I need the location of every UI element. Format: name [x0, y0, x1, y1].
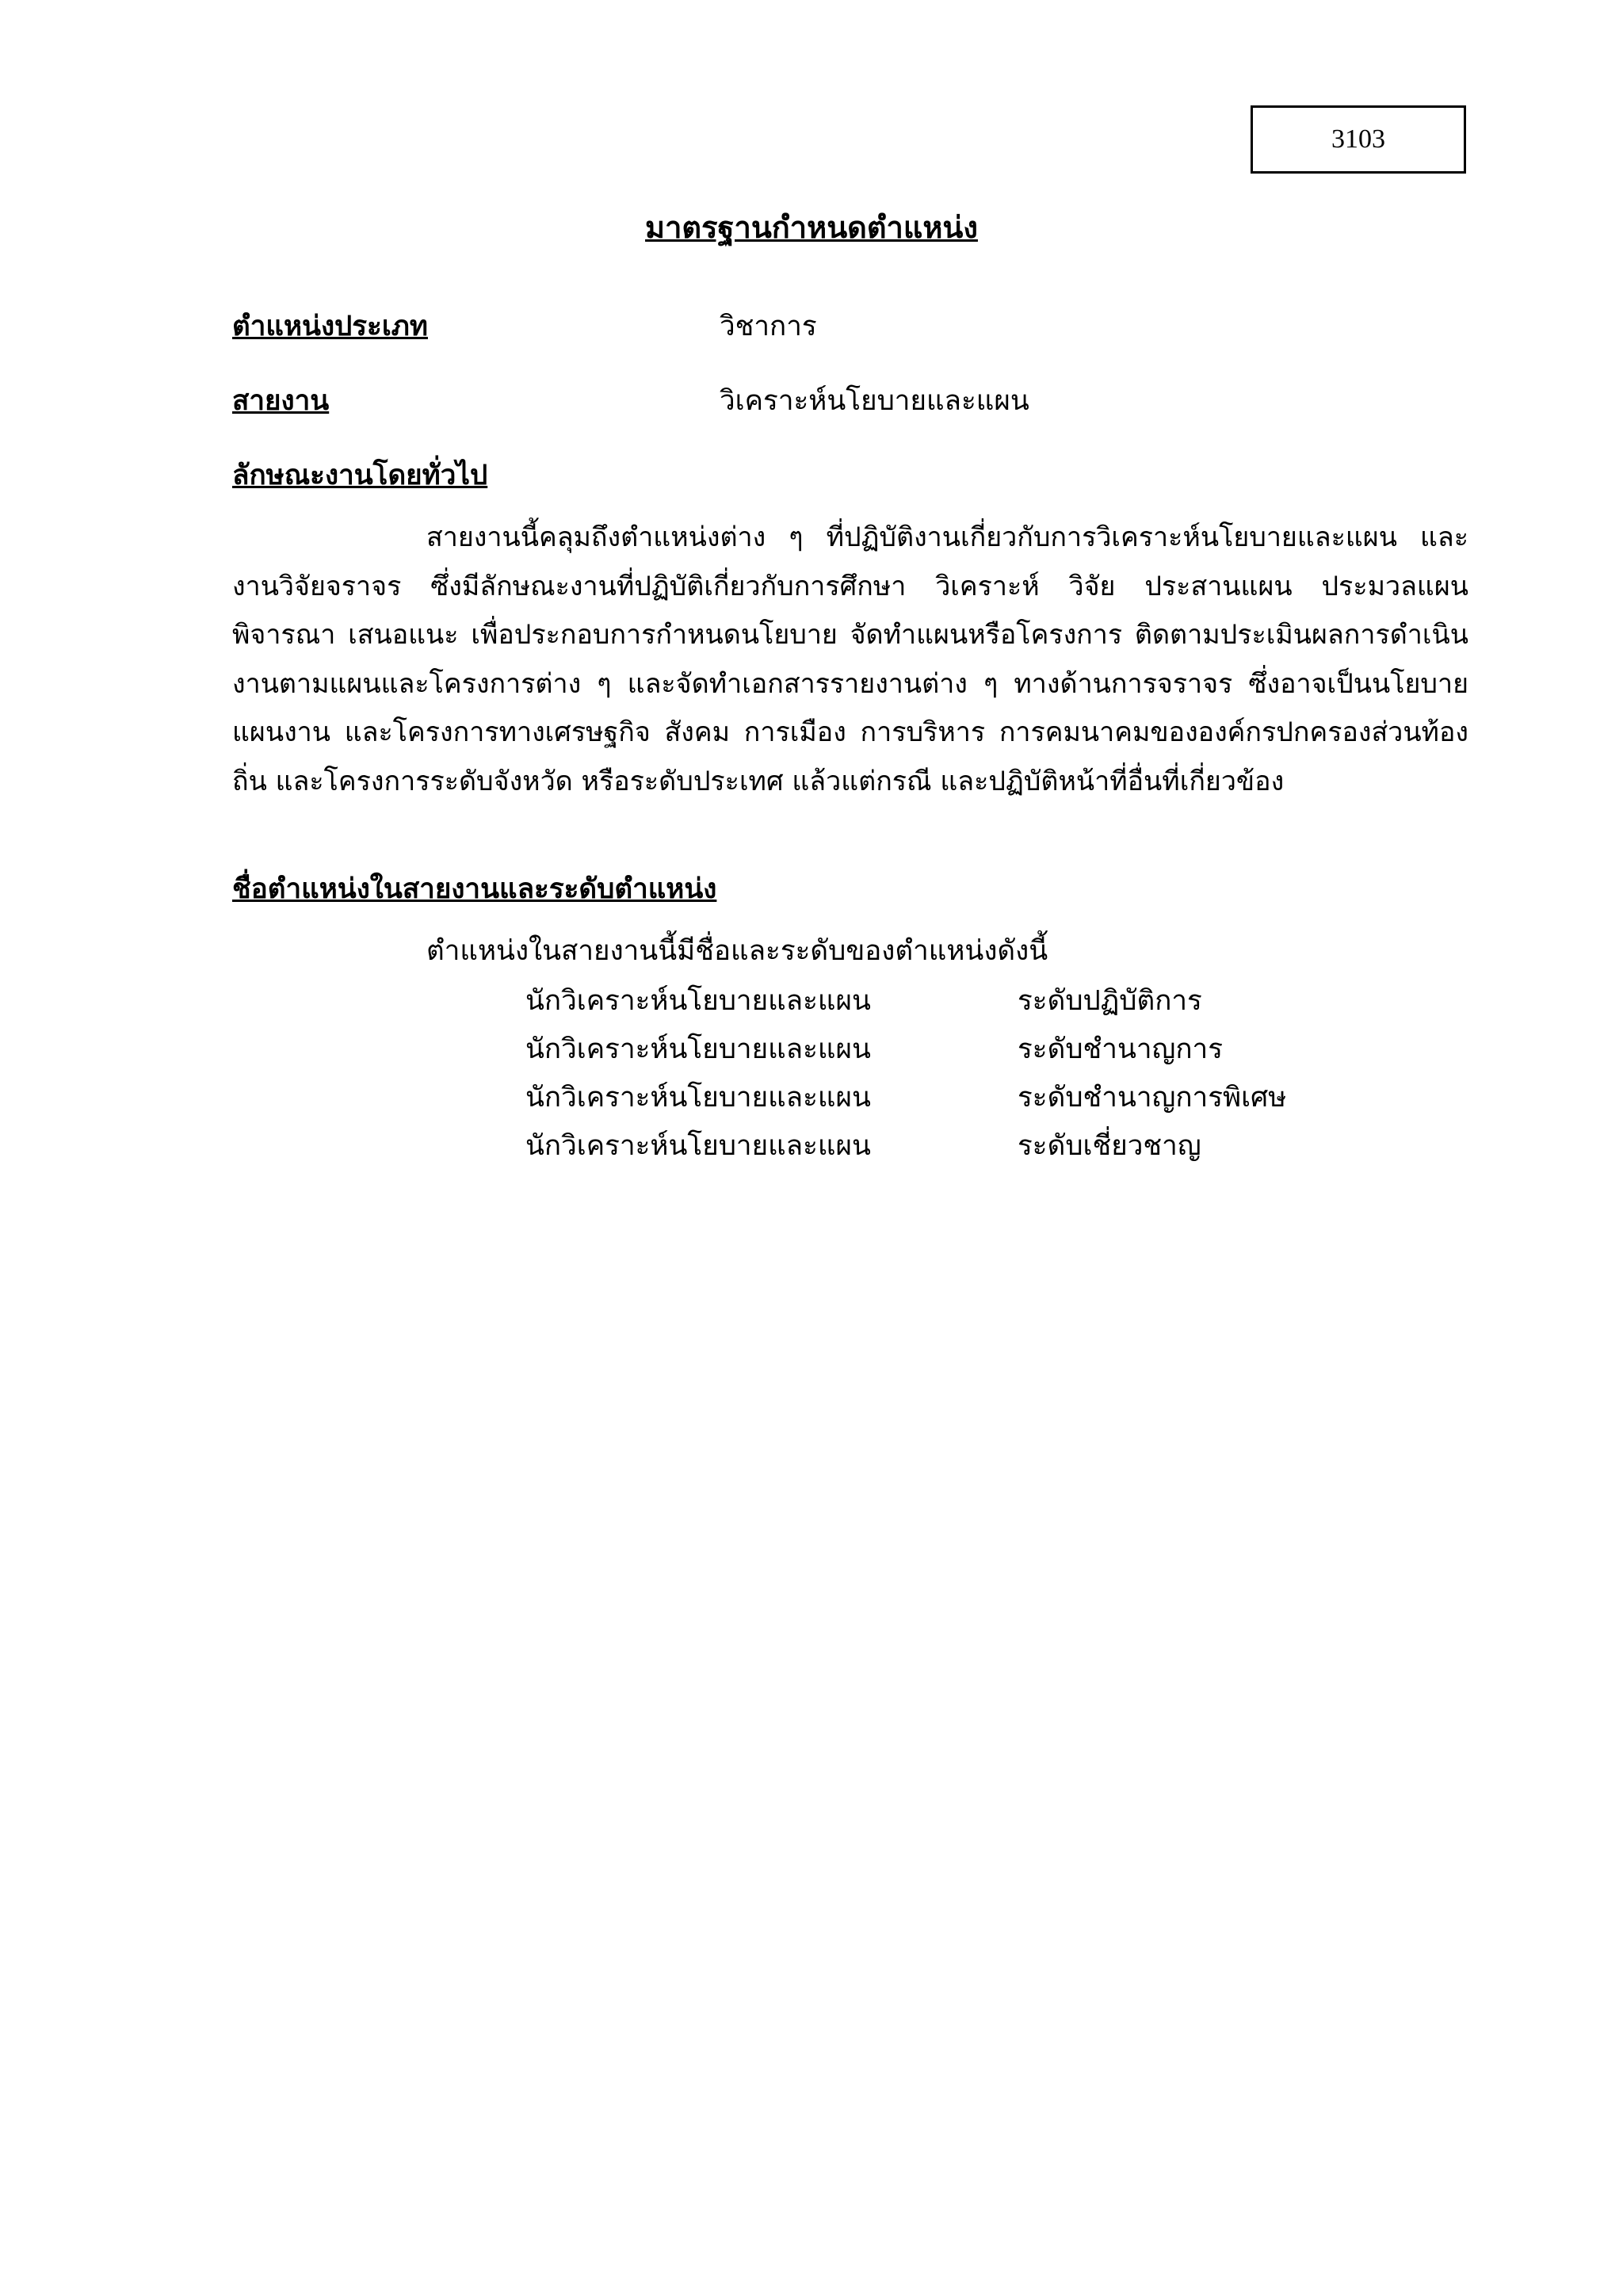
position-level: ระดับเชี่ยวชาญ	[1018, 1130, 1201, 1162]
field-value-line-of-work: วิเคราะห์นโยบายและแผน	[720, 385, 1029, 417]
position-level: ระดับชำนาญการ	[1018, 1033, 1223, 1065]
position-name: นักวิเคราะห์นโยบายและแผน	[525, 1130, 871, 1162]
field-label-position-type: ตำแหน่งประเภท	[232, 311, 428, 342]
list-item	[525, 1122, 1318, 1171]
field-label-line-of-work: สายงาน	[232, 385, 330, 417]
document-code: 3103	[1331, 124, 1385, 154]
list-item	[525, 977, 1318, 1026]
document-code-box	[1251, 105, 1466, 174]
general-description-heading: ลักษณะงานโดยทั่วไป	[232, 460, 488, 491]
position-name: นักวิเคราะห์นโยบายและแผน	[525, 1082, 871, 1114]
position-name: นักวิเคราะห์นโยบายและแผน	[525, 985, 871, 1017]
page-title: มาตรฐานกำหนดตำแหน่ง	[645, 210, 978, 245]
positions-intro: ตำแหน่งในสายงานนี้มีชื่อและระดับของตำแหน่งดังนี้	[426, 935, 1048, 967]
positions-heading: ชื่อตำแหน่งในสายงานและระดับตำแหน่ง	[232, 873, 717, 905]
list-item	[525, 1026, 1318, 1074]
position-name: นักวิเคราะห์นโยบายและแผน	[525, 1033, 871, 1065]
position-level: ระดับชำนาญการพิเศษ	[1018, 1082, 1287, 1114]
position-level: ระดับปฏิบัติการ	[1018, 985, 1202, 1017]
general-description-paragraph: สายงานนี้คลุมถึงตำแหน่งต่าง ๆ ที่ปฏิบัติงานเกี่ยวกับการวิเคราะห์นโยบายและแผน และงานวิจัยจราจร ซึ่งมีลักษณะงานที่ปฏิบัติเกี่ยวกับการศึกษา วิเคราะห์ วิจัย ประสานแผน ประมวลแผน พิจารณา เสนอแนะ เพื่อประกอบการกำหนดนโยบาย จัดทำแผนหรือโครงการ ติดตามประเมินผลการดำเนินงานตามแผนและโครงการต่าง ๆ และจัดทำเอกสารรายงานต่าง ๆ ทางด้านการจราจร ซึ่งอาจเป็นนโยบาย แผนงาน และโครงการทางเศรษฐกิจ สังคม การเมือง การบริหาร การคมนาคมขององค์กรปกครองส่วนท้องถิ่น และโครงการระดับจังหวัด หรือระดับประเทศ แล้วแต่กรณี และปฏิบัติหน้าที่อื่นที่เกี่ยวข้อง	[232, 521, 1468, 797]
list-item	[525, 1074, 1318, 1122]
field-value-position-type: วิชาการ	[720, 311, 817, 342]
positions-list	[525, 977, 1318, 1171]
